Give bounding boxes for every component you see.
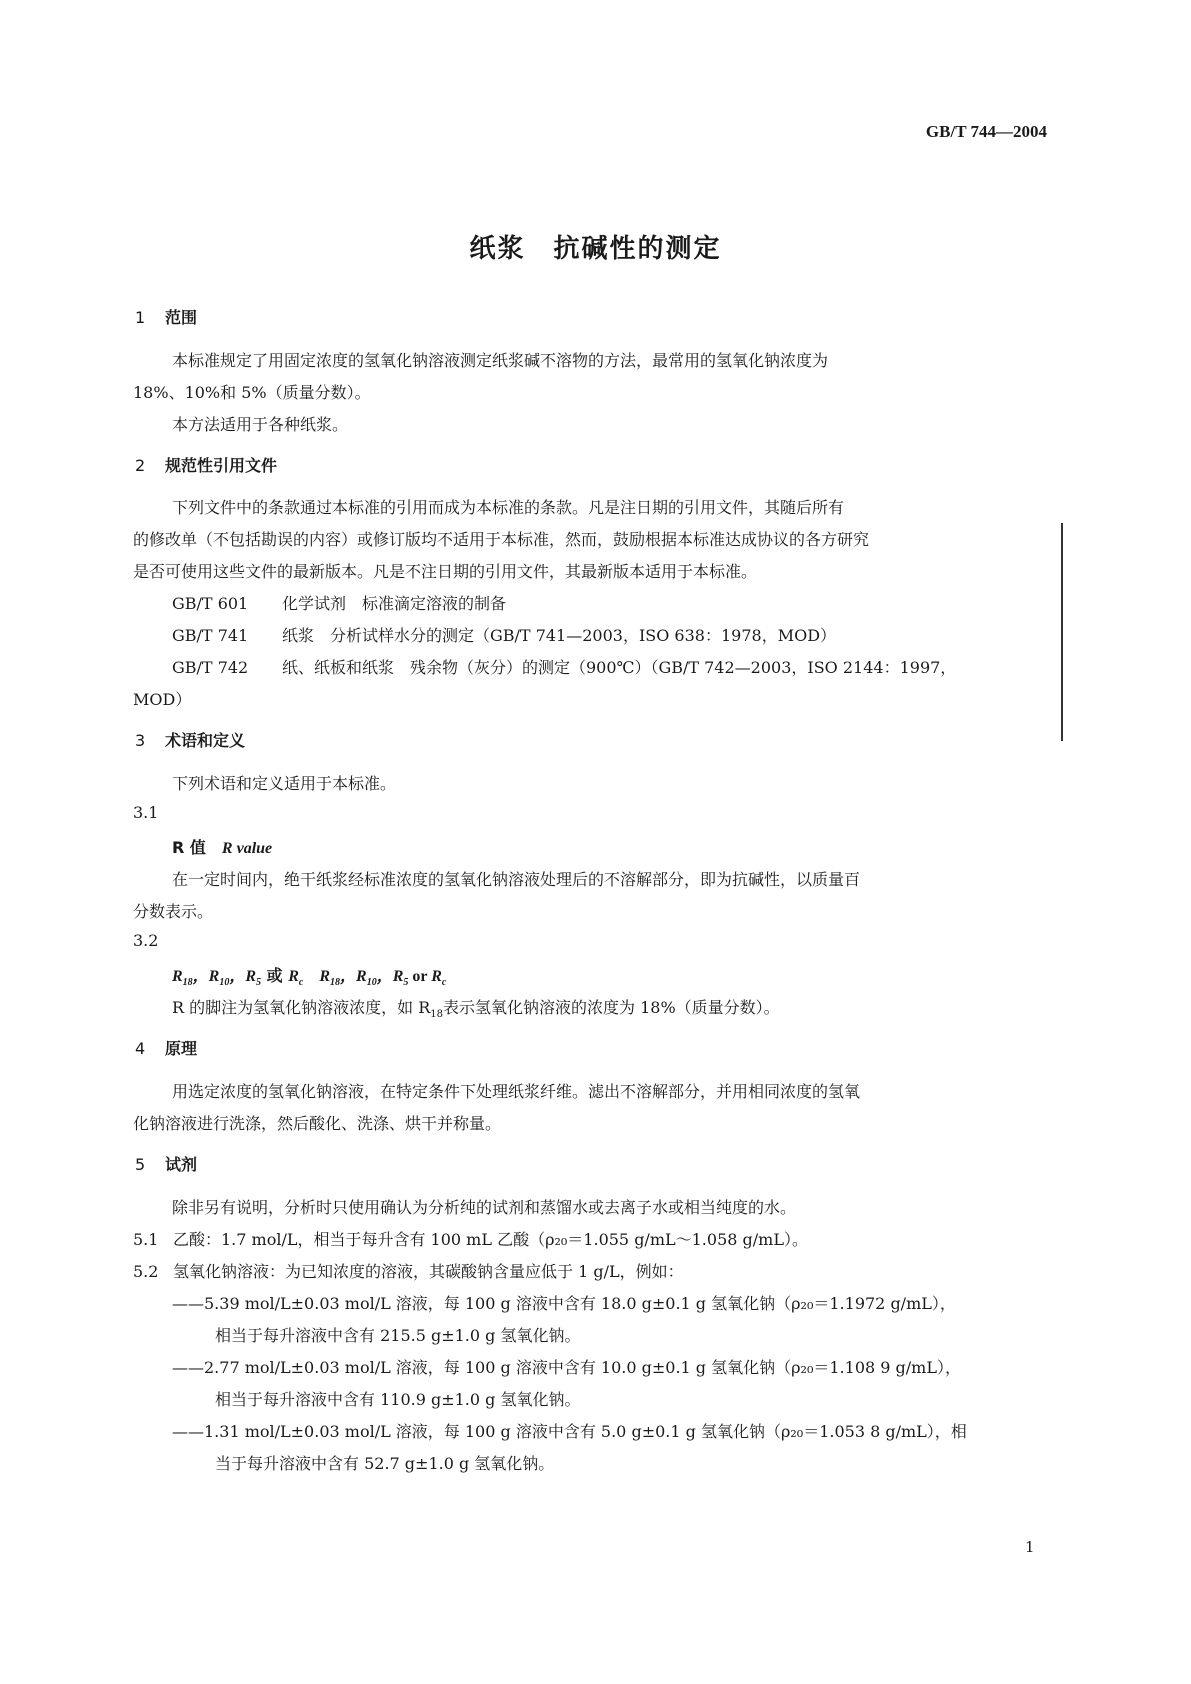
- section-title: 原理: [165, 1039, 198, 1058]
- dash-item: ——5.39 mol/L±0.03 mol/L 溶液，每 100 g 溶液中含有 18.0 g±0.1 g 氢氧化钠（ρ₂₀＝1.1972 g/mL），: [172, 1294, 956, 1313]
- paragraph: 18%、10%和 5%（质量分数）。: [133, 383, 371, 402]
- reference-code: GB/T 741: [172, 626, 249, 645]
- clause-number: 3.1: [133, 803, 159, 822]
- reference-title: 纸、纸板和纸浆 残余物（灰分）的测定（900℃）（GB/T 742—2003，ISO 2144：1997，: [282, 658, 957, 677]
- section-number: 5: [135, 1155, 146, 1174]
- section-title: 试剂: [165, 1155, 198, 1174]
- paragraph: 用选定浓度的氢氧化钠溶液，在特定条件下处理纸浆纤维。滤出不溶解部分，并用相同浓度的氢氧: [172, 1082, 861, 1101]
- dash-item: ——1.31 mol/L±0.03 mol/L 溶液，每 100 g 溶液中含有 5.0 g±0.1 g 氢氧化钠（ρ₂₀＝1.053 8 g/mL），相: [172, 1422, 967, 1441]
- section-title: 范围: [165, 308, 198, 327]
- paragraph: 本方法适用于各种纸浆。: [172, 415, 349, 434]
- reference-code: GB/T 742: [172, 658, 249, 677]
- term-heading: [172, 835, 272, 858]
- paragraph: 是否可使用这些文件的最新版本。凡是不注日期的引用文件，其最新版本适用于本标准。: [133, 562, 758, 581]
- revision-bar: [1061, 523, 1063, 741]
- page-number: 1: [1025, 1538, 1035, 1556]
- definition: 在一定时间内，绝干纸浆经标准浓度的氢氧化钠溶液处理后的不溶解部分，即为抗碱性，以质量百: [172, 870, 861, 889]
- paragraph: 的修改单（不包括勘误的内容）或修订版均不适用于本标准，然而，鼓励根据本标准达成协议的各方研究: [133, 530, 870, 549]
- reference-title: 纸浆 分析试样水分的测定（GB/T 741—2003，ISO 638：1978，MOD）: [282, 626, 837, 645]
- section-title: 术语和定义: [165, 731, 246, 750]
- definition-text: R 的脚注为氢氧化钠溶液浓度，如 R: [172, 998, 431, 1017]
- section-4-heading: [135, 1036, 197, 1059]
- reference-item: [172, 591, 506, 614]
- section-1-heading: [135, 305, 197, 328]
- reference-code: GB/T 601: [172, 594, 249, 613]
- reagent-text: 氢氧化钠溶液：为已知浓度的溶液，其碳酸钠含量应低于 1 g/L，例如：: [173, 1262, 684, 1281]
- reagent-text: 乙酸：1.7 mol/L，相当于每升含有 100 mL 乙酸（ρ₂₀＝1.055 g/mL～1.058 g/mL）。: [173, 1230, 808, 1249]
- reagent-item: [133, 1227, 808, 1250]
- dash-item: ——2.77 mol/L±0.03 mol/L 溶液，每 100 g 溶液中含有 10.0 g±0.1 g 氢氧化钠（ρ₂₀＝1.108 9 g/mL），: [172, 1358, 961, 1377]
- clause-number: 5.2: [133, 1262, 159, 1281]
- section-3-heading: [135, 728, 245, 751]
- term-en: R value: [221, 840, 273, 857]
- section-2-heading: [135, 453, 277, 476]
- section-5-heading: [135, 1152, 197, 1175]
- section-number: 1: [135, 308, 146, 327]
- paragraph: 下列术语和定义适用于本标准。: [172, 774, 397, 793]
- paragraph: 化钠溶液进行洗涤，然后酸化、洗涤、烘干并称量。: [133, 1114, 502, 1133]
- paragraph: 下列文件中的条款通过本标准的引用而成为本标准的条款。凡是注日期的引用文件，其随后所有: [172, 498, 845, 517]
- dash-item-continuation: 当于每升溶液中含有 52.7 g±1.0 g 氢氧化钠。: [215, 1454, 555, 1473]
- section-number: 2: [135, 456, 146, 475]
- section-number: 4: [135, 1039, 146, 1058]
- definition: 分数表示。: [133, 902, 214, 921]
- reference-continuation: MOD）: [133, 690, 192, 709]
- term-zh: R 值: [172, 838, 206, 857]
- reagent-item: [133, 1259, 684, 1282]
- page-title: 纸浆 抗碱性的测定: [469, 234, 722, 264]
- section-title: 规范性引用文件: [165, 456, 278, 475]
- subscript: 18: [430, 1009, 444, 1021]
- clause-number: 5.1: [133, 1230, 159, 1249]
- term-heading: $R_{18}$，$R_{10}$，$R_5$ 或 $R_c$ $R_{18}$，$R_{10}$，$R_5$ or $R_c$: [172, 966, 447, 989]
- reference-item: [172, 655, 956, 678]
- reference-item: [172, 623, 836, 646]
- clause-number: 3.2: [133, 931, 159, 950]
- reference-title: 化学试剂 标准滴定溶液的制备: [282, 594, 507, 613]
- dash-item-continuation: 相当于每升溶液中含有 215.5 g±1.0 g 氢氧化钠。: [215, 1326, 581, 1345]
- standard-number: GB/T 744—2004: [925, 122, 1047, 141]
- definition: [172, 995, 780, 1020]
- definition-text: 表示氢氧化钠溶液的浓度为 18%（质量分数）。: [443, 998, 780, 1017]
- dash-item-continuation: 相当于每升溶液中含有 110.9 g±1.0 g 氢氧化钠。: [215, 1390, 581, 1409]
- paragraph: 除非另有说明，分析时只使用确认为分析纯的试剂和蒸馏水或去离子水或相当纯度的水。: [172, 1198, 797, 1217]
- paragraph: 本标准规定了用固定浓度的氢氧化钠溶液测定纸浆碱不溶物的方法，最常用的氢氧化钠浓度为: [172, 351, 829, 370]
- section-number: 3: [135, 731, 146, 750]
